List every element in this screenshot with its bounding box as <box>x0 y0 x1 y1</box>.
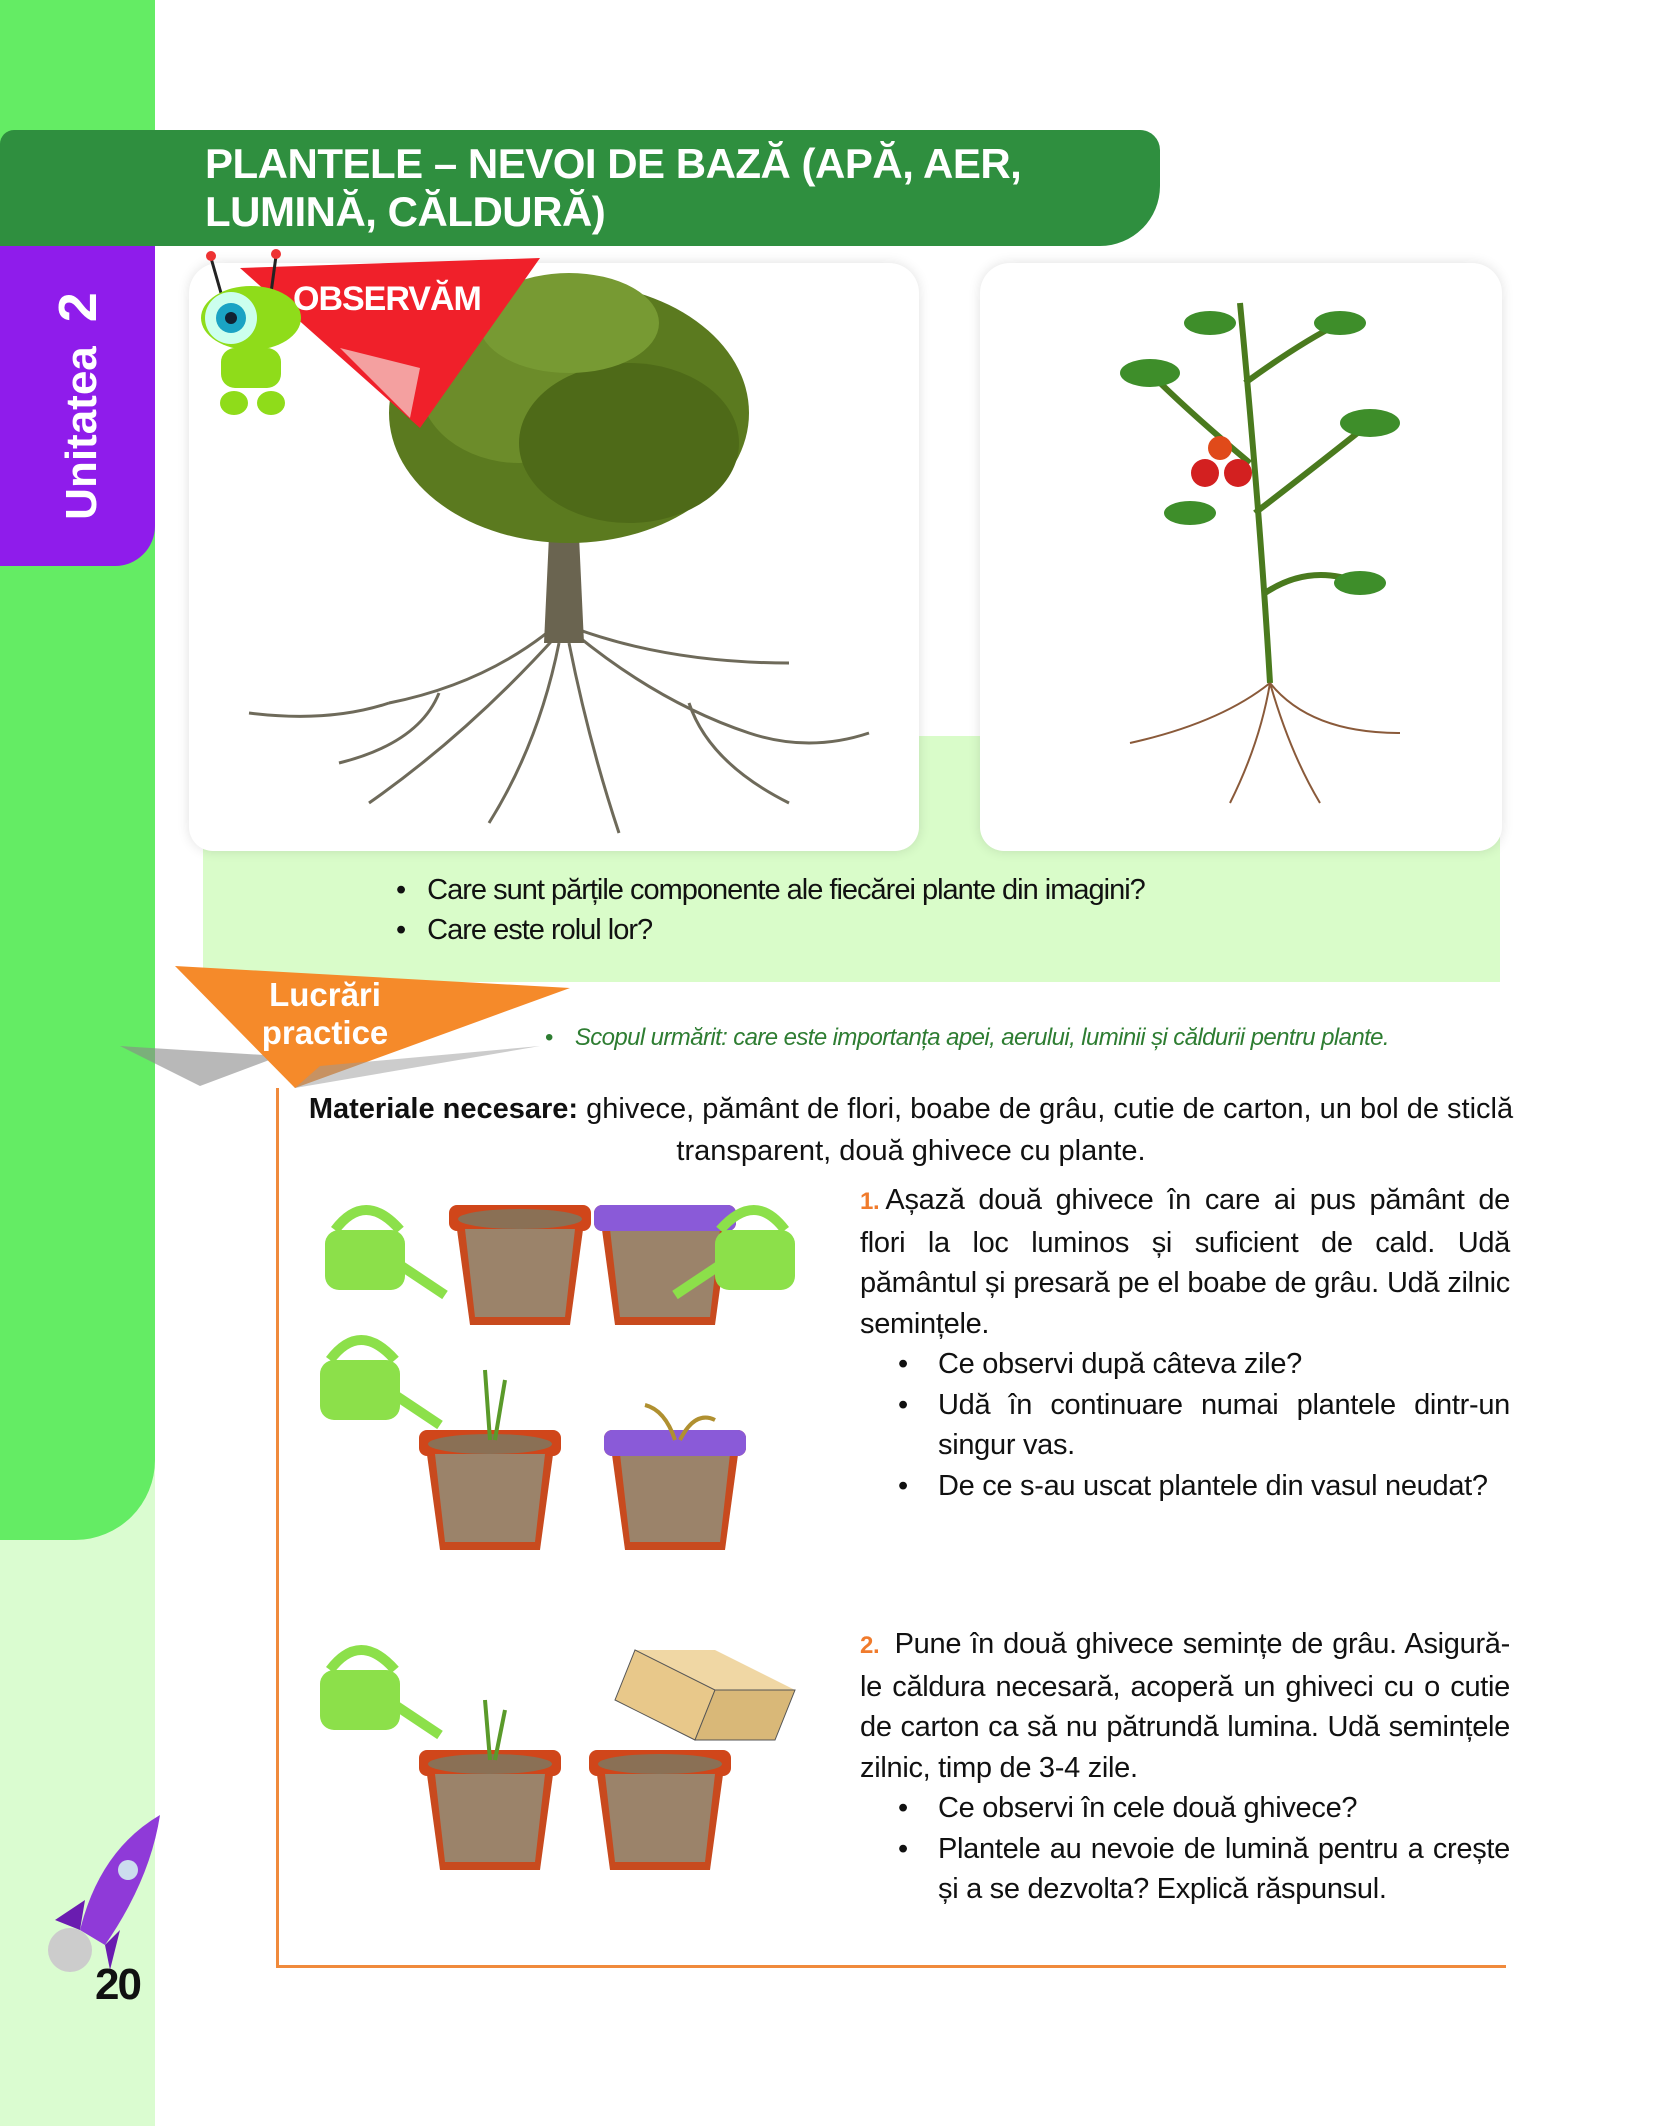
step-2 <box>860 1624 1510 1910</box>
robot-mascot-icon <box>176 248 326 418</box>
step-2-text <box>860 1624 1510 1788</box>
practice-label-line-2: practice <box>261 1014 389 1051</box>
frame-line-vertical <box>276 1088 279 1968</box>
unit-label <box>0 246 155 566</box>
step-number: 2. <box>860 1632 880 1659</box>
step-number: 1. <box>860 1188 880 1215</box>
step-instruction: Așază două ghivece în care ai pus pământ de flori la loc luminos și suficient de cald. Udă pământul și presară pe el boabe de grâu. Udă zilnic semințele. <box>860 1184 1510 1340</box>
step-question: • Ce observi în cele două ghivece? <box>898 1788 1510 1829</box>
rocket-icon <box>40 1810 170 1980</box>
materials-label: Materiale necesare: <box>308 1093 579 1125</box>
cardboard-box-icon <box>615 1650 795 1740</box>
step-question: • Ce observi după câteva zile? <box>898 1344 1510 1385</box>
experiment-illustrations <box>295 1180 815 2000</box>
page-number: 20 <box>95 1960 140 2009</box>
title-line-2: LUMINĂ, CĂLDURĂ) <box>205 188 606 235</box>
step-question: • De ce s-au uscat plantele din vasul neudat? <box>898 1466 1510 1507</box>
step-instruction: Pune în două ghivece semințe de grâu. Asigură-le căldura necesară, acoperă un ghiveci cu o cutie de carton ca să nu pătrundă lumina. Udă semințele zilnic, timp de 3-4 zile. <box>860 1628 1510 1784</box>
step-1 <box>860 1180 1510 1506</box>
unit-number: 2 <box>47 292 108 323</box>
step-1-text <box>860 1180 1510 1344</box>
tomato-plant-image <box>980 263 1502 851</box>
watering-can-icon <box>325 1210 445 1295</box>
step-question: • Udă în continuare numai plantele dintr-un singur vas. <box>898 1385 1510 1466</box>
step-question: • Plantele au nevoie de lumină pentru a crește și a se dezvolta? Explică răspunsul. <box>898 1829 1510 1910</box>
materials-text <box>306 1088 1516 1172</box>
practice-label <box>230 976 420 1052</box>
materials-list: ghivece, pământ de flori, boabe de grâu, cutie de carton, un bol de sticlă transparent, două ghivece cu plante. <box>586 1093 1514 1167</box>
title-line-1: PLANTELE – NEVOI DE BAZĂ (APĂ, AER, <box>205 140 1022 187</box>
practice-label-line-1: Lucrări <box>269 976 381 1013</box>
page-title <box>205 140 1021 236</box>
observam-label: OBSERVĂM <box>293 280 481 318</box>
goal-text: • Scopul urmărit: care este importanța apei, aerului, luminii și căldurii pentru plante. <box>545 1024 1389 1052</box>
question-item: • Care sunt părțile componente ale fiecărei plante din imagini? <box>396 874 1145 907</box>
unit-label-text: Unitatea <box>56 346 106 520</box>
question-item: • Care este rolul lor? <box>396 914 652 947</box>
